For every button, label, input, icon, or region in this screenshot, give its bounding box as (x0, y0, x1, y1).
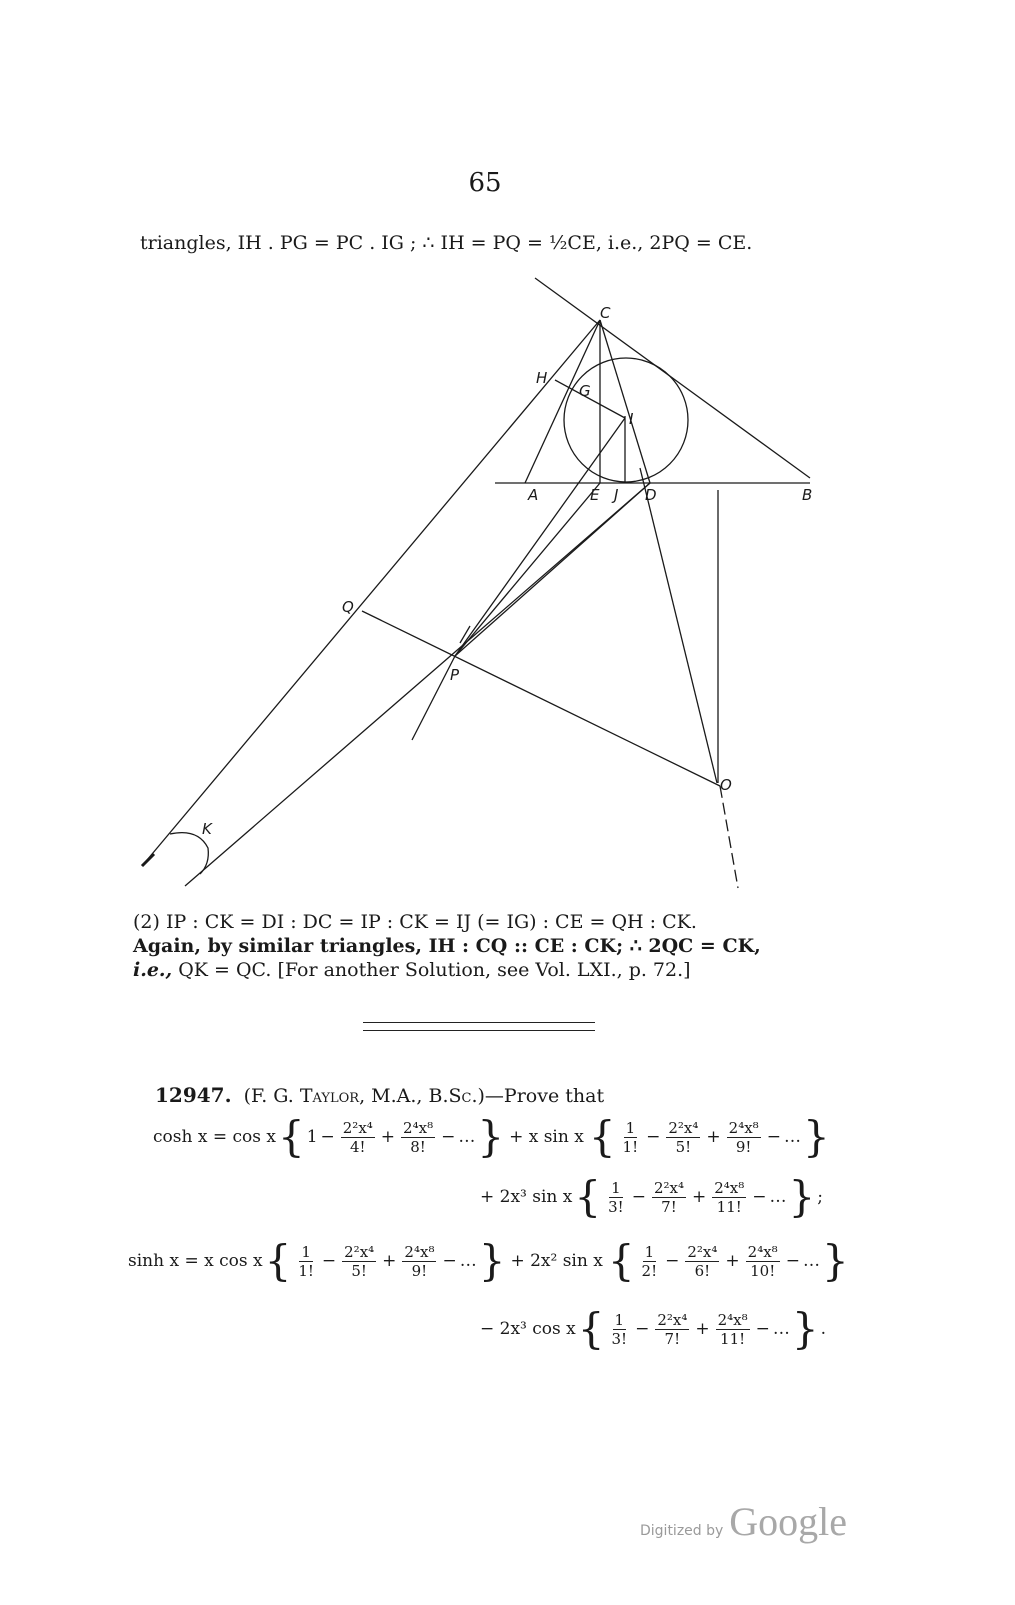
eq-plus: + (695, 1319, 710, 1339)
eq-minus: − (646, 1127, 661, 1147)
label-C: C (600, 304, 611, 322)
frac (652, 1179, 686, 1216)
frac (342, 1243, 376, 1280)
frac-num: 1 (301, 1242, 311, 1261)
line-EP (455, 483, 600, 656)
google-logo-text: Google (729, 1499, 848, 1544)
digitized-by-google-watermark (640, 1498, 847, 1545)
line-DO (640, 468, 717, 783)
brace-close: } (788, 1172, 816, 1221)
eq-semicolon: ; (817, 1187, 823, 1207)
line-CB (535, 278, 810, 478)
text-line-triangles: triangles, IH . PG = PC . IG ; ∴ IH = PQ = ½CE, i.e., 2PQ = CE. (140, 232, 753, 254)
brace-open: { (607, 1236, 635, 1285)
frac-den: 5! (351, 1261, 367, 1280)
frac-den: 9! (411, 1261, 428, 1280)
line-O-ext (720, 786, 738, 888)
frac-den: 1! (298, 1261, 314, 1280)
eq-minus: − (665, 1251, 680, 1271)
frac (640, 1243, 660, 1280)
eq-minus: − (755, 1319, 770, 1339)
eq-dots: … (802, 1251, 820, 1271)
line-DK (185, 483, 650, 886)
line-CA (525, 320, 600, 483)
frac (341, 1119, 375, 1156)
brace-close: } (477, 1112, 505, 1161)
equation-sinh-line1 (128, 1236, 851, 1285)
line-QO (362, 611, 720, 786)
label-I: I (629, 410, 634, 428)
para2-ie: i.e., (133, 959, 173, 981)
frac (746, 1243, 780, 1280)
label-E: E (590, 486, 600, 504)
eq-minus: − (766, 1127, 781, 1147)
label-O: O (720, 776, 732, 794)
eq-minus: − (752, 1187, 767, 1207)
frac-num: 2⁴x⁸ (717, 1310, 748, 1329)
frac (296, 1243, 316, 1280)
eq-plus: + (725, 1251, 740, 1271)
frac-num: 1 (644, 1242, 655, 1261)
line-CK (142, 320, 600, 866)
frac-den: 1! (622, 1137, 639, 1156)
eq-2x3-sin-x: + 2x³ sin x (480, 1187, 573, 1207)
label-J: J (614, 486, 619, 504)
geometry-figure (130, 268, 850, 898)
eq-minus: − (321, 1251, 337, 1271)
frac-den: 11! (720, 1329, 746, 1348)
brace-close: } (802, 1112, 830, 1161)
paragraph-solution-2 (133, 910, 825, 982)
brace-open: { (277, 1112, 305, 1161)
para2-line1: (2) IP : CK = DI : DC = IP : CK = IJ (= IG) : CE = QH : CK. (133, 911, 697, 933)
frac (606, 1179, 626, 1216)
eq-plus: + (706, 1127, 721, 1147)
eq-plus: + (691, 1187, 707, 1207)
frac-den: 6! (694, 1261, 711, 1280)
page-number: 65 (468, 168, 502, 198)
eq-minus: − (635, 1319, 650, 1339)
frac-num: 2⁴x⁸ (404, 1242, 435, 1261)
frac (666, 1119, 700, 1156)
frac (609, 1311, 629, 1348)
eq-minus: − (785, 1251, 800, 1271)
frac (401, 1119, 435, 1156)
brace-open: { (264, 1236, 292, 1285)
frac (716, 1311, 750, 1348)
brace-close: } (791, 1304, 819, 1353)
angle-arc-K (170, 833, 208, 874)
equation-cosh-line1 (153, 1112, 832, 1161)
eq-dots: … (769, 1187, 787, 1207)
frac (712, 1179, 746, 1216)
section-divider (363, 1022, 595, 1031)
label-G: G (579, 382, 591, 400)
equation-cosh-line2 (480, 1172, 823, 1221)
frac-den: 8! (410, 1137, 426, 1156)
eq-period: . (820, 1319, 827, 1339)
frac (402, 1243, 436, 1280)
frac-num: 2²x⁴ (344, 1242, 375, 1261)
problem-heading (155, 1083, 604, 1107)
brace-close: } (478, 1236, 506, 1285)
frac-num: 2⁴x⁸ (403, 1118, 434, 1137)
frac-num: 1 (625, 1118, 636, 1137)
label-K: K (202, 820, 212, 838)
problem-author: (F. G. Taylor, M.A., B.Sc.) (243, 1085, 485, 1107)
frac (727, 1119, 761, 1156)
label-H: H (536, 369, 548, 387)
frac-num: 2⁴x⁸ (747, 1242, 778, 1261)
eq-plus: + (380, 1127, 396, 1147)
frac-num: 1 (611, 1178, 621, 1197)
brace-open: { (588, 1112, 616, 1161)
eq-2x2-sin-x: + 2x² sin x (510, 1251, 603, 1271)
label-Q: Q (342, 598, 354, 616)
frac (621, 1119, 641, 1156)
frac-den: 9! (735, 1137, 752, 1156)
frac-num: 2⁴x⁸ (728, 1118, 759, 1137)
eq-dots: … (772, 1319, 790, 1339)
line-P-ext (412, 656, 455, 740)
eq-plus: + (382, 1251, 397, 1271)
frac-den: 4! (349, 1137, 366, 1156)
eq-minus-2x3-cos-x: − 2x³ cos x (480, 1319, 576, 1339)
label-P: P (450, 666, 460, 684)
eq-minus: − (442, 1251, 457, 1271)
para2-line2: Again, by similar triangles, IH : CQ :: CE : CK; ∴ 2QC = CK, (133, 935, 761, 957)
label-D: D (645, 486, 657, 504)
frac-den: 3! (608, 1197, 624, 1216)
frac-den: 7! (664, 1329, 681, 1348)
frac-num: 2²x⁴ (653, 1178, 684, 1197)
eq-dots: … (458, 1127, 476, 1147)
frac-den: 2! (641, 1261, 658, 1280)
eq-minus: − (441, 1127, 456, 1147)
brace-close: } (821, 1236, 849, 1285)
frac-den: 10! (750, 1261, 776, 1280)
problem-text: —Prove that (484, 1085, 605, 1107)
frac-num: 2⁴x⁸ (714, 1178, 745, 1197)
label-A: A (528, 486, 539, 504)
eq-sinh-lhs: sinh x = x cos x (128, 1251, 263, 1271)
frac (655, 1311, 689, 1348)
digitized-by-text: Digitized by (640, 1523, 724, 1539)
incircle (564, 358, 688, 482)
para2-line3 (133, 958, 825, 982)
frac-num: 2²x⁴ (342, 1118, 373, 1137)
frac (685, 1243, 719, 1280)
eq-dots: … (459, 1251, 477, 1271)
eq-dots: … (783, 1127, 801, 1147)
equation-sinh-line2 (480, 1304, 827, 1353)
frac-den: 11! (716, 1197, 742, 1216)
eq-minus: − (320, 1127, 335, 1147)
frac-num: 2²x⁴ (668, 1118, 699, 1137)
brace-open: { (574, 1172, 602, 1221)
frac-den: 3! (611, 1329, 628, 1348)
frac-den: 5! (675, 1137, 692, 1156)
line-IP (455, 418, 625, 656)
para2-line3-text: QK = QC. [For another Solution, see Vol. LXI., p. 72.] (172, 959, 691, 981)
problem-number: 12947. (155, 1083, 232, 1107)
eq-cosh-lhs: cosh x = cos x (153, 1127, 276, 1147)
frac-den: 7! (661, 1197, 677, 1216)
eq-one: 1 (306, 1127, 318, 1147)
frac-num: 2²x⁴ (657, 1310, 688, 1329)
eq-minus: − (631, 1187, 646, 1207)
frac-num: 1 (614, 1310, 625, 1329)
brace-open: { (577, 1304, 605, 1353)
frac-num: 2²x⁴ (687, 1242, 718, 1261)
label-B: B (802, 486, 813, 504)
eq-x-sin-x: + x sin x (509, 1127, 584, 1147)
